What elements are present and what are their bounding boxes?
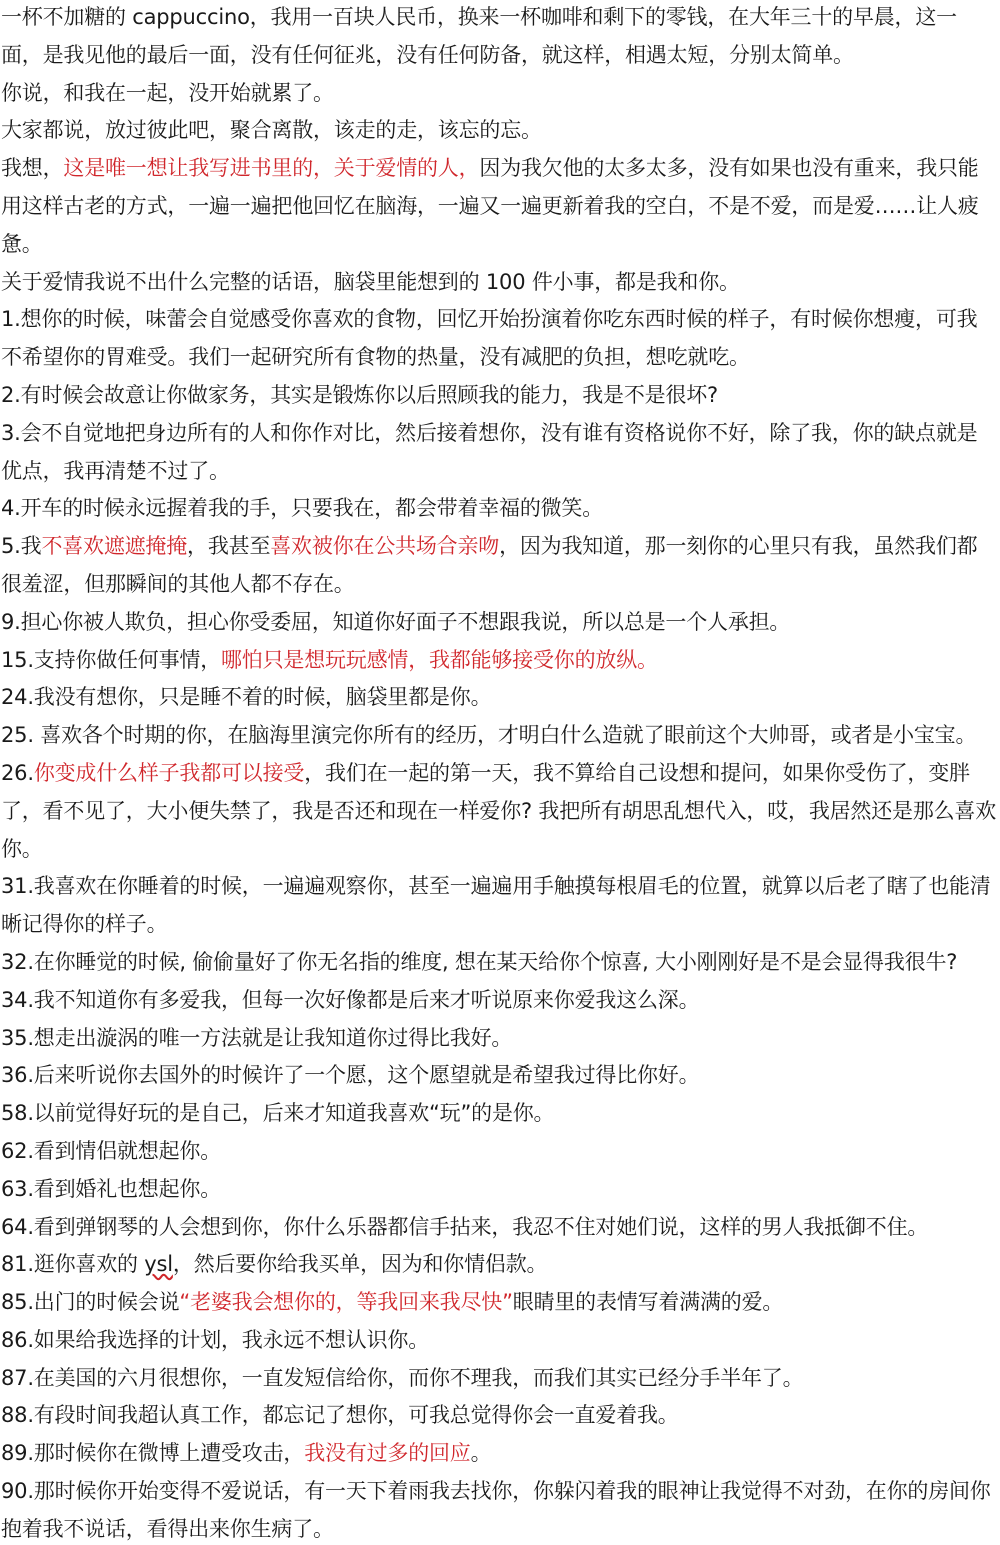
list-item bbox=[0, 1057, 1000, 1095]
list-item bbox=[0, 982, 1000, 1020]
highlighted-text: “老婆我会想你的，等我回来我尽快” bbox=[179, 1290, 513, 1315]
list-item bbox=[0, 377, 1000, 415]
list-item bbox=[0, 415, 1000, 491]
list-item bbox=[0, 1322, 1000, 1360]
text: 86.如果给我选择的计划，我永远不想认识你。 bbox=[1, 1327, 429, 1352]
text: 15.支持你做任何事情， bbox=[1, 647, 221, 672]
list-item bbox=[0, 1473, 1000, 1545]
paragraph bbox=[0, 264, 1000, 302]
list-item bbox=[0, 1284, 1000, 1322]
highlighted-text: 这是唯一想让我写进书里的，关于爱情的人， bbox=[63, 156, 480, 181]
list-item bbox=[0, 717, 1000, 755]
paragraph bbox=[0, 112, 1000, 150]
text: 。 bbox=[470, 1441, 492, 1466]
text: 关于爱情我说不出什么完整的话语，脑袋里能想到的 100 件小事，都是我和你。 bbox=[1, 269, 740, 294]
list-item bbox=[0, 1360, 1000, 1398]
list-item bbox=[0, 528, 1000, 604]
text: ，我们在一起的第一天，我不算给自己设想和提问，如果你受伤了，变胖了，看不见了，大小便失禁了，我是否还和现在一样爱你? 我把所有胡思乱想代入，哎，我居然还是那么喜欢你。 bbox=[1, 760, 997, 861]
list-item bbox=[0, 642, 1000, 680]
text: ，因为我知道，那一刻你的心里只有我，虽然我们都很羞涩，但那瞬间的其他人都不存在。 bbox=[1, 534, 978, 596]
list-item bbox=[0, 1133, 1000, 1171]
list-item bbox=[0, 755, 1000, 868]
underlined-text: ysl bbox=[144, 1252, 173, 1277]
highlighted-text: 我没有过多的回应 bbox=[304, 1441, 471, 1466]
paragraph bbox=[0, 75, 1000, 113]
highlighted-text: 不喜欢遮遮掩掩 bbox=[41, 534, 188, 559]
text: 90.那时候你开始变得不爱说话，有一天下着雨我去找你，你躲闪着我的眼神让我觉得不对劲，在你的房间你抱着我不说话，看得出来你生病了。 bbox=[1, 1479, 991, 1541]
highlighted-text: 喜欢被你在公共场合亲吻 bbox=[270, 534, 500, 559]
list-item bbox=[0, 1020, 1000, 1058]
list-item bbox=[0, 868, 1000, 944]
highlighted-text: 哪怕只是想玩玩感情，我都能够接受你的放纵。 bbox=[221, 647, 658, 672]
list-item bbox=[0, 1246, 1000, 1284]
text: 31.我喜欢在你睡着的时候，一遍遍观察你，甚至一遍遍用手触摸每根眉毛的位置，就算以后老了瞎了也能清晰记得你的样子。 bbox=[1, 874, 991, 937]
text: 26. bbox=[1, 760, 34, 785]
text: 32.在你睡觉的时候, 偷偷量好了你无名指的维度, 想在某天给你个惊喜, 大小刚刚好是不是会显得我很牛? bbox=[1, 949, 958, 974]
text: 62.看到情侣就想起你。 bbox=[1, 1138, 221, 1163]
list-item bbox=[0, 1095, 1000, 1133]
text: 眼睛里的表情写着满满的爱。 bbox=[512, 1290, 784, 1315]
text: 2.有时候会故意让你做家务，其实是锻炼你以后照顾我的能力，我是不是很坏? bbox=[1, 382, 718, 407]
text: 5.我 bbox=[1, 534, 42, 559]
list-item bbox=[0, 604, 1000, 642]
text: 85.出门的时候会说 bbox=[1, 1290, 180, 1315]
text: 89.那时候你在微博上遭受攻击， bbox=[1, 1441, 305, 1466]
highlighted-text: 你变成什么样子我都可以接受 bbox=[33, 760, 305, 785]
text: 24.我没有想你，只是睡不着的时候，脑袋里都是你。 bbox=[1, 685, 492, 710]
list-item bbox=[0, 1171, 1000, 1209]
text: 36.后来听说你去国外的时候许了一个愿，这个愿望就是希望我过得比你好。 bbox=[1, 1063, 700, 1088]
text: 我想， bbox=[1, 156, 64, 181]
text: 64.看到弹钢琴的人会想到你，你什么乐器都信手拈来，我忍不住对她们说，这样的男人我抵御不住。 bbox=[1, 1214, 929, 1239]
text: 1.想你的时候，味蕾会自觉感受你喜欢的食物，回忆开始扮演着你吃东西时候的样子，有时候你想瘦，可我不希望你的胃难受。我们一起研究所有食物的热量，没有减肥的负担，想吃就吃。 bbox=[1, 307, 978, 370]
text: 35.想走出漩涡的唯一方法就是让我知道你过得比我好。 bbox=[1, 1025, 513, 1050]
text: 9.担心你被人欺负，担心你受委屈，知道你好面子不想跟我说，所以总是一个人承担。 bbox=[1, 609, 791, 634]
list-item bbox=[0, 490, 1000, 528]
text: 81.逛你喜欢的 bbox=[1, 1252, 145, 1277]
paragraph-intro bbox=[0, 0, 1000, 75]
list-item bbox=[0, 1209, 1000, 1247]
text: 因为我欠他的太多太多，没有如果也没有重来，我只能用这样古老的方式，一遍一遍把他回忆在脑海，一遍又一遍更新着我的空白，不是不爱，而是爱……让人疲惫。 bbox=[1, 156, 979, 256]
text: 你说，和我在一起，没开始就累了。 bbox=[1, 80, 334, 105]
text: 大家都说，放过彼此吧，聚合离散，该走的走，该忘的忘。 bbox=[1, 118, 542, 143]
text: ，然后要你给我买单，因为和你情侣款。 bbox=[172, 1252, 548, 1277]
list-item bbox=[0, 1397, 1000, 1435]
list-item bbox=[0, 301, 1000, 377]
paragraph bbox=[0, 150, 1000, 263]
text: 88.有段时间我超认真工作，都忘记了想你，可我总觉得你会一直爱着我。 bbox=[1, 1403, 679, 1428]
list-item bbox=[0, 1435, 1000, 1473]
text: 3.会不自觉地把身边所有的人和你作对比，然后接着想你，没有谁有资格说你不好，除了我，你的缺点就是优点，我再清楚不过了。 bbox=[1, 420, 978, 483]
text: 25. 喜欢各个时期的你，在脑海里演完你所有的经历，才明白什么造就了眼前这个大帅哥，或者是小宝宝。 bbox=[1, 723, 977, 748]
text: ，我甚至 bbox=[187, 534, 271, 559]
list-item bbox=[0, 679, 1000, 717]
text: 一杯不加糖的 cappuccino，我用一百块人民币，换来一杯咖啡和剩下的零钱，在大年三十的早晨，这一面，是我见他的最后一面，没有任何征兆，没有任何防备，就这样，相遇太短，分别太简单。 bbox=[1, 5, 957, 67]
text: 4.开车的时候永远握着我的手，只要我在，都会带着幸福的微笑。 bbox=[1, 496, 604, 521]
text: 63.看到婚礼也想起你。 bbox=[1, 1176, 221, 1201]
list-item bbox=[0, 944, 1000, 982]
text: 58.以前觉得好玩的是自己，后来才知道我喜欢“玩”的是你。 bbox=[1, 1101, 555, 1126]
text: 87.在美国的六月很想你，一直发短信给你，而你不理我，而我们其实已经分手半年了。 bbox=[1, 1365, 804, 1390]
text: 34.我不知道你有多爱我，但每一次好像都是后来才听说原来你爱我这么深。 bbox=[1, 987, 700, 1012]
